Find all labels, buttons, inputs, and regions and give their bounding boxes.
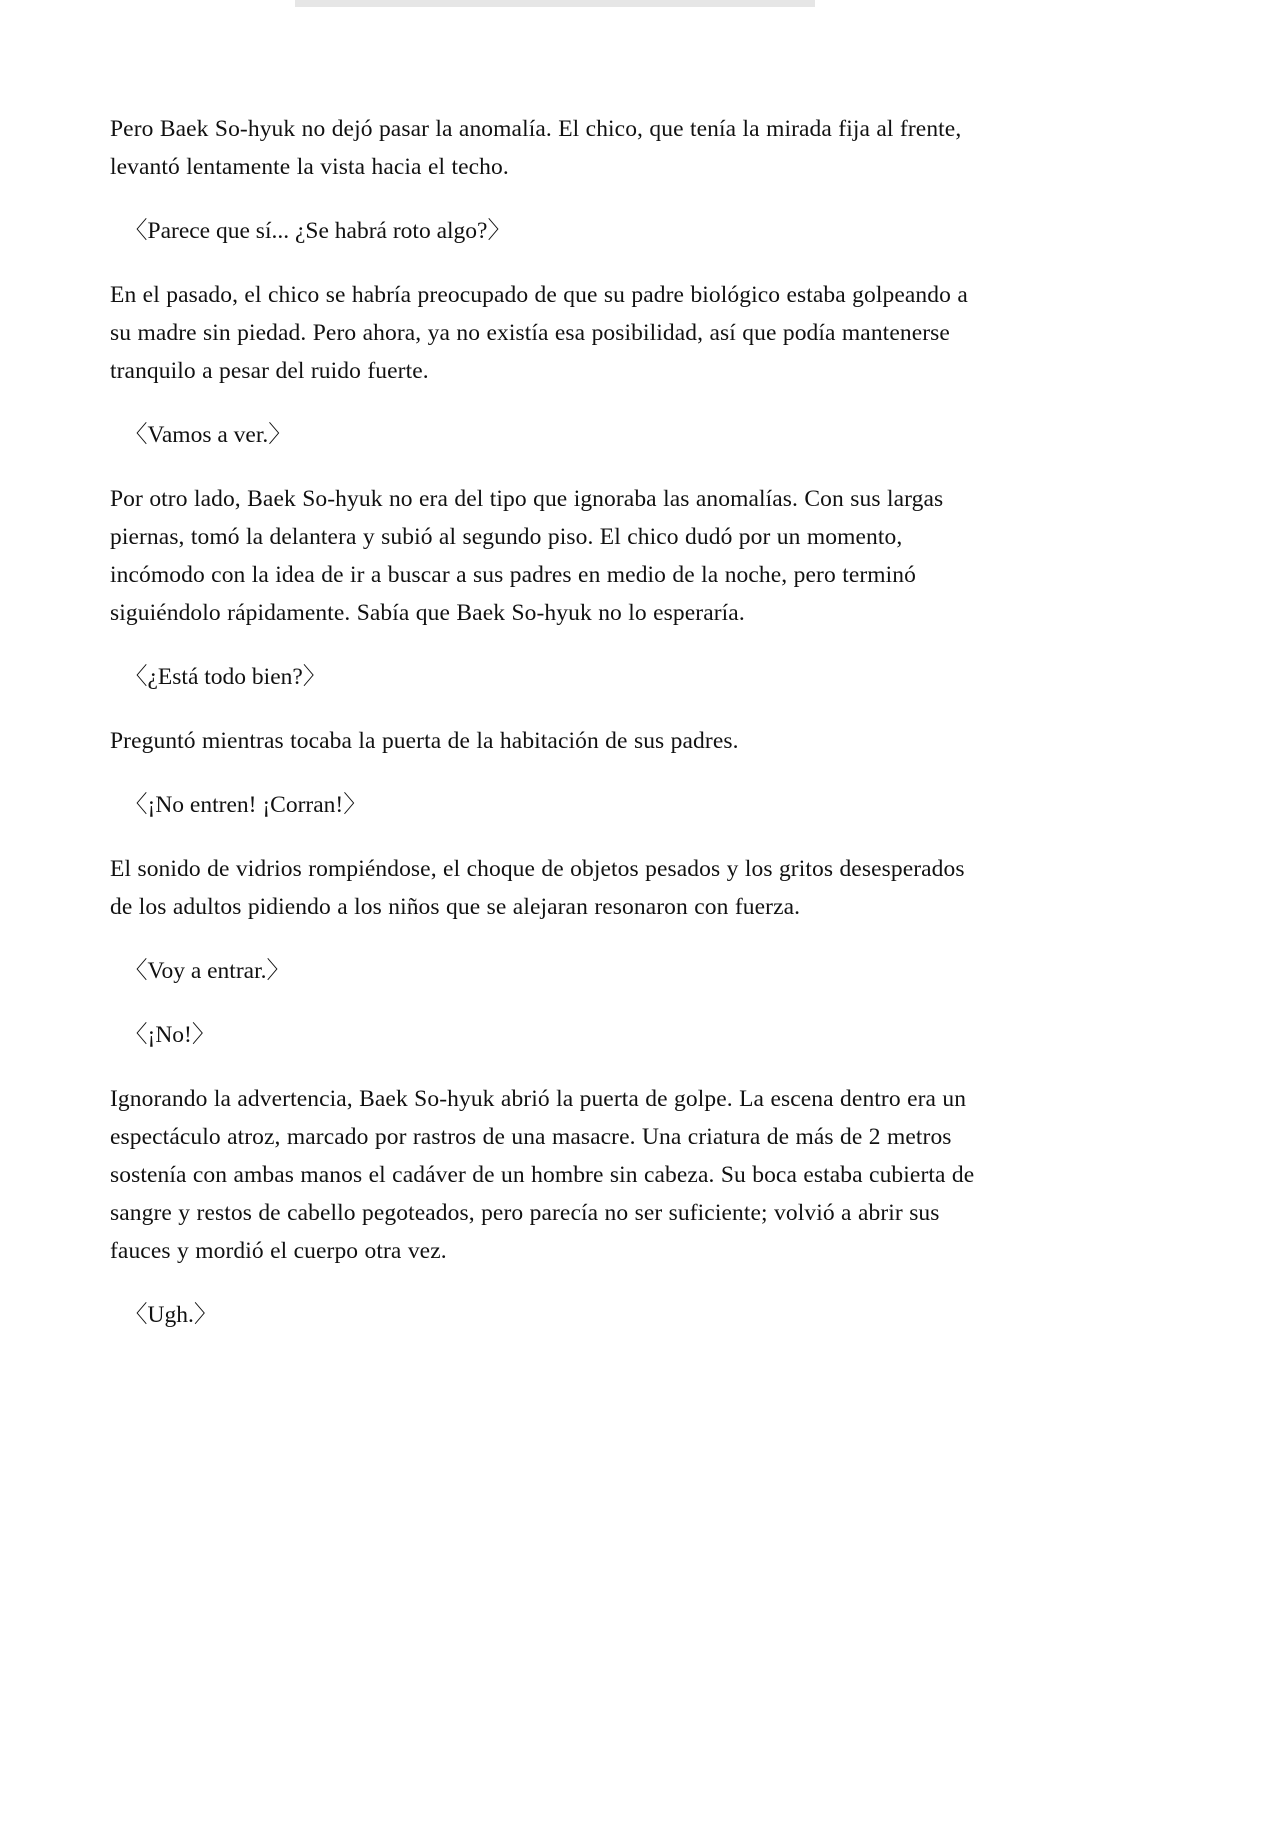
paragraph: El sonido de vidrios rompiéndose, el choque de objetos pesados y los gritos desesperados de los adultos pidiendo a los niños que se alejaran resonaron con fuerza.: [110, 856, 965, 920]
paragraph: En el pasado, el chico se habría preocupado de que su padre biológico estaba golpeando a su madre sin piedad. Pero ahora, ya no existía esa posibilidad, así que podía mantenerse tranquilo a pesar del ruido fuerte.: [110, 282, 968, 384]
page-top-edge-strip: [295, 0, 815, 7]
dialogue-line: 〈¡No entren! ¡Corran!〉: [124, 792, 367, 818]
dialogue-line: 〈¿Está todo bien?〉: [124, 664, 327, 690]
paragraph: Pero Baek So-hyuk no dejó pasar la anomalía. El chico, que tenía la mirada fija al frente, levantó lentamente la vista hacia el techo.: [110, 116, 962, 180]
paragraph: Por otro lado, Baek So-hyuk no era del tipo que ignoraba las anomalías. Con sus largas piernas, tomó la delantera y subió al segundo piso. El chico dudó por un momento, incómodo con la idea de ir a buscar a sus padres en medio de la noche, pero terminó siguiéndolo rápidamente. Sabía que Baek So-hyuk no lo esperaría.: [110, 486, 944, 626]
dialogue-line: 〈¡No!〉: [124, 1022, 216, 1048]
dialogue-line: 〈Parece que sí... ¿Se habrá roto algo?〉: [124, 218, 511, 244]
paragraph: Preguntó mientras tocaba la puerta de la habitación de sus padres.: [110, 728, 739, 754]
dialogue-line: 〈Ugh.〉: [124, 1302, 218, 1328]
paragraph: Ignorando la advertencia, Baek So-hyuk abrió la puerta de golpe. La escena dentro era un espectáculo atroz, marcado por rastros de una masacre. Una criatura de más de 2 metros sostenía con ambas manos el cadáver de un hombre sin cabeza. Su boca estaba cubierta de sangre y restos de cabello pegoteados, pero parecía no ser suficiente; volvió a abrir sus fauces y mordió el cuerpo otra vez.: [110, 1086, 975, 1264]
dialogue-line: 〈Vamos a ver.〉: [124, 422, 292, 448]
document-body: [110, 110, 992, 1360]
dialogue-line: 〈Voy a entrar.〉: [124, 958, 290, 984]
